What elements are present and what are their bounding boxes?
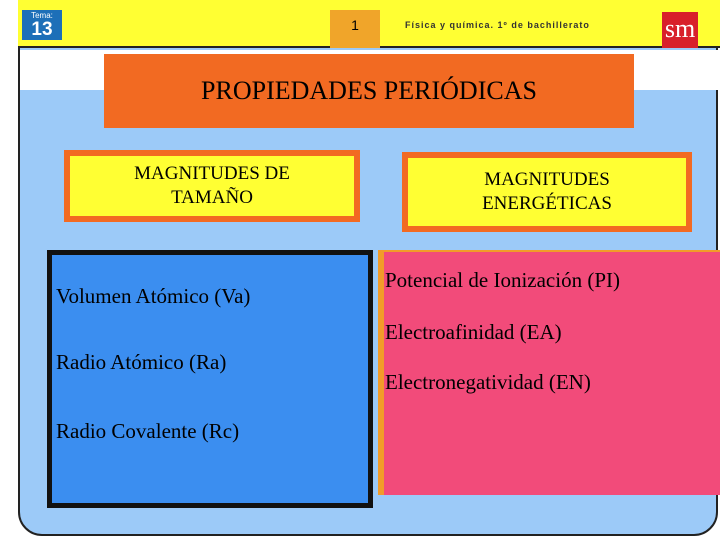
list-item-ionization-potential: Potencial de Ionización (PI)	[385, 268, 620, 292]
course-title: Física y química. 1º de bachillerato	[405, 20, 590, 30]
size-magnitudes-heading	[64, 150, 360, 222]
list-item-electronegativity: Electronegatividad (EN)	[385, 370, 591, 394]
tema-badge	[22, 10, 62, 40]
energy-magnitudes-label: MAGNITUDES ENERGÉTICAS	[482, 169, 612, 214]
tema-number: 13	[31, 19, 53, 40]
tema-label: Tema:	[31, 11, 53, 20]
size-magnitudes-label: MAGNITUDES DE TAMAÑO	[134, 163, 290, 208]
list-item-covalent-radius: Radio Covalente (Rc)	[56, 419, 240, 443]
page-number: 1	[330, 10, 380, 48]
list-item-atomic-volume: Volumen Atómico (Va)	[56, 284, 251, 308]
publisher-logo: sm	[662, 12, 698, 48]
energy-magnitudes-heading	[402, 152, 692, 232]
slide-title: PROPIEDADES PERIÓDICAS	[104, 54, 634, 128]
list-item-electron-affinity: Electroafinidad (EA)	[385, 320, 562, 344]
list-item-atomic-radius: Radio Atómico (Ra)	[56, 350, 227, 374]
